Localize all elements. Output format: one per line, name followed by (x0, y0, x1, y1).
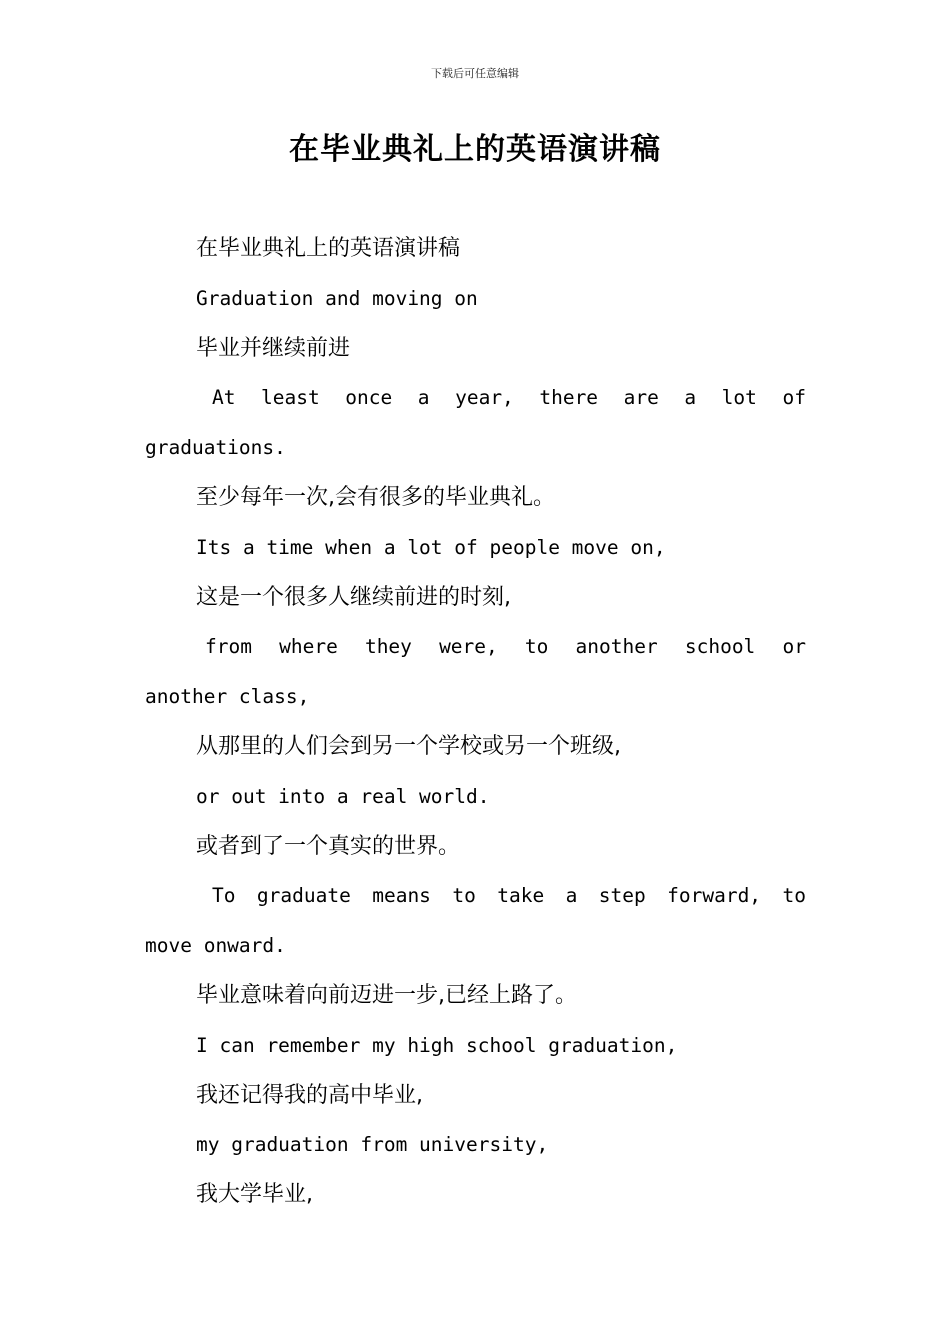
word: a (417, 386, 430, 410)
word: another (575, 635, 658, 659)
word: where (279, 635, 338, 659)
document-body (145, 224, 806, 1220)
word: or (782, 635, 806, 659)
paragraph-line-chinese: 我大学毕业, (196, 1182, 313, 1208)
paragraph-line-chinese: 毕业并继续前进 (196, 335, 351, 361)
word: year, (455, 386, 514, 410)
word: to (782, 884, 806, 908)
word: to (452, 884, 476, 908)
paragraph-line-english: my graduation from university, (196, 1133, 549, 1157)
header-note: 下载后可任意编辑 (431, 67, 519, 80)
paragraph-line-chinese: 或者到了一个真实的世界。 (196, 833, 461, 859)
word: least (261, 386, 320, 410)
word: means (372, 884, 431, 908)
paragraph-line-continuation: another class, (145, 685, 310, 709)
word: At (212, 386, 236, 410)
word: they (364, 635, 412, 659)
paragraph-line-chinese: 毕业意味着向前迈进一步,已经上路了。 (196, 982, 577, 1008)
word: To (212, 884, 236, 908)
document-title: 在毕业典礼上的英语演讲稿 (289, 132, 661, 167)
paragraph-line-continuation: move onward. (145, 934, 286, 958)
paragraph-line-justified (145, 871, 806, 921)
word: there (539, 386, 599, 410)
word: are (623, 386, 659, 410)
paragraph-line-chinese: 我还记得我的高中毕业, (196, 1082, 423, 1108)
paragraph-line-english: Graduation and moving on (196, 286, 478, 310)
paragraph-line-continuation: graduations. (145, 436, 286, 460)
word: take (497, 884, 545, 908)
word: of (782, 386, 806, 410)
word: forward, (667, 884, 762, 908)
paragraph-line-english: Its a time when a lot of people move on, (196, 535, 666, 559)
word: once (345, 386, 393, 410)
paragraph-line-justified (145, 373, 806, 423)
paragraph-line-english: I can remember my high school graduation, (196, 1033, 678, 1057)
word: were, (439, 635, 498, 659)
paragraph-line-english: or out into a real world. (196, 784, 490, 808)
word: step (598, 884, 646, 908)
paragraph-line-justified (145, 622, 806, 672)
word: graduate (256, 884, 351, 908)
word: from (205, 635, 252, 659)
paragraph-line-chinese: 从那里的人们会到另一个学校或另一个班级, (196, 733, 621, 759)
paragraph-line-chinese: 至少每年一次,会有很多的毕业典礼。 (196, 484, 555, 510)
word: a (684, 386, 697, 410)
word: school (684, 635, 756, 659)
paragraph-line-chinese: 在毕业典礼上的英语演讲稿 (196, 236, 461, 261)
paragraph-line-chinese: 这是一个很多人继续前进的时刻, (196, 584, 511, 610)
word: to (524, 635, 549, 659)
word: a (565, 884, 578, 908)
word: lot (721, 386, 757, 410)
